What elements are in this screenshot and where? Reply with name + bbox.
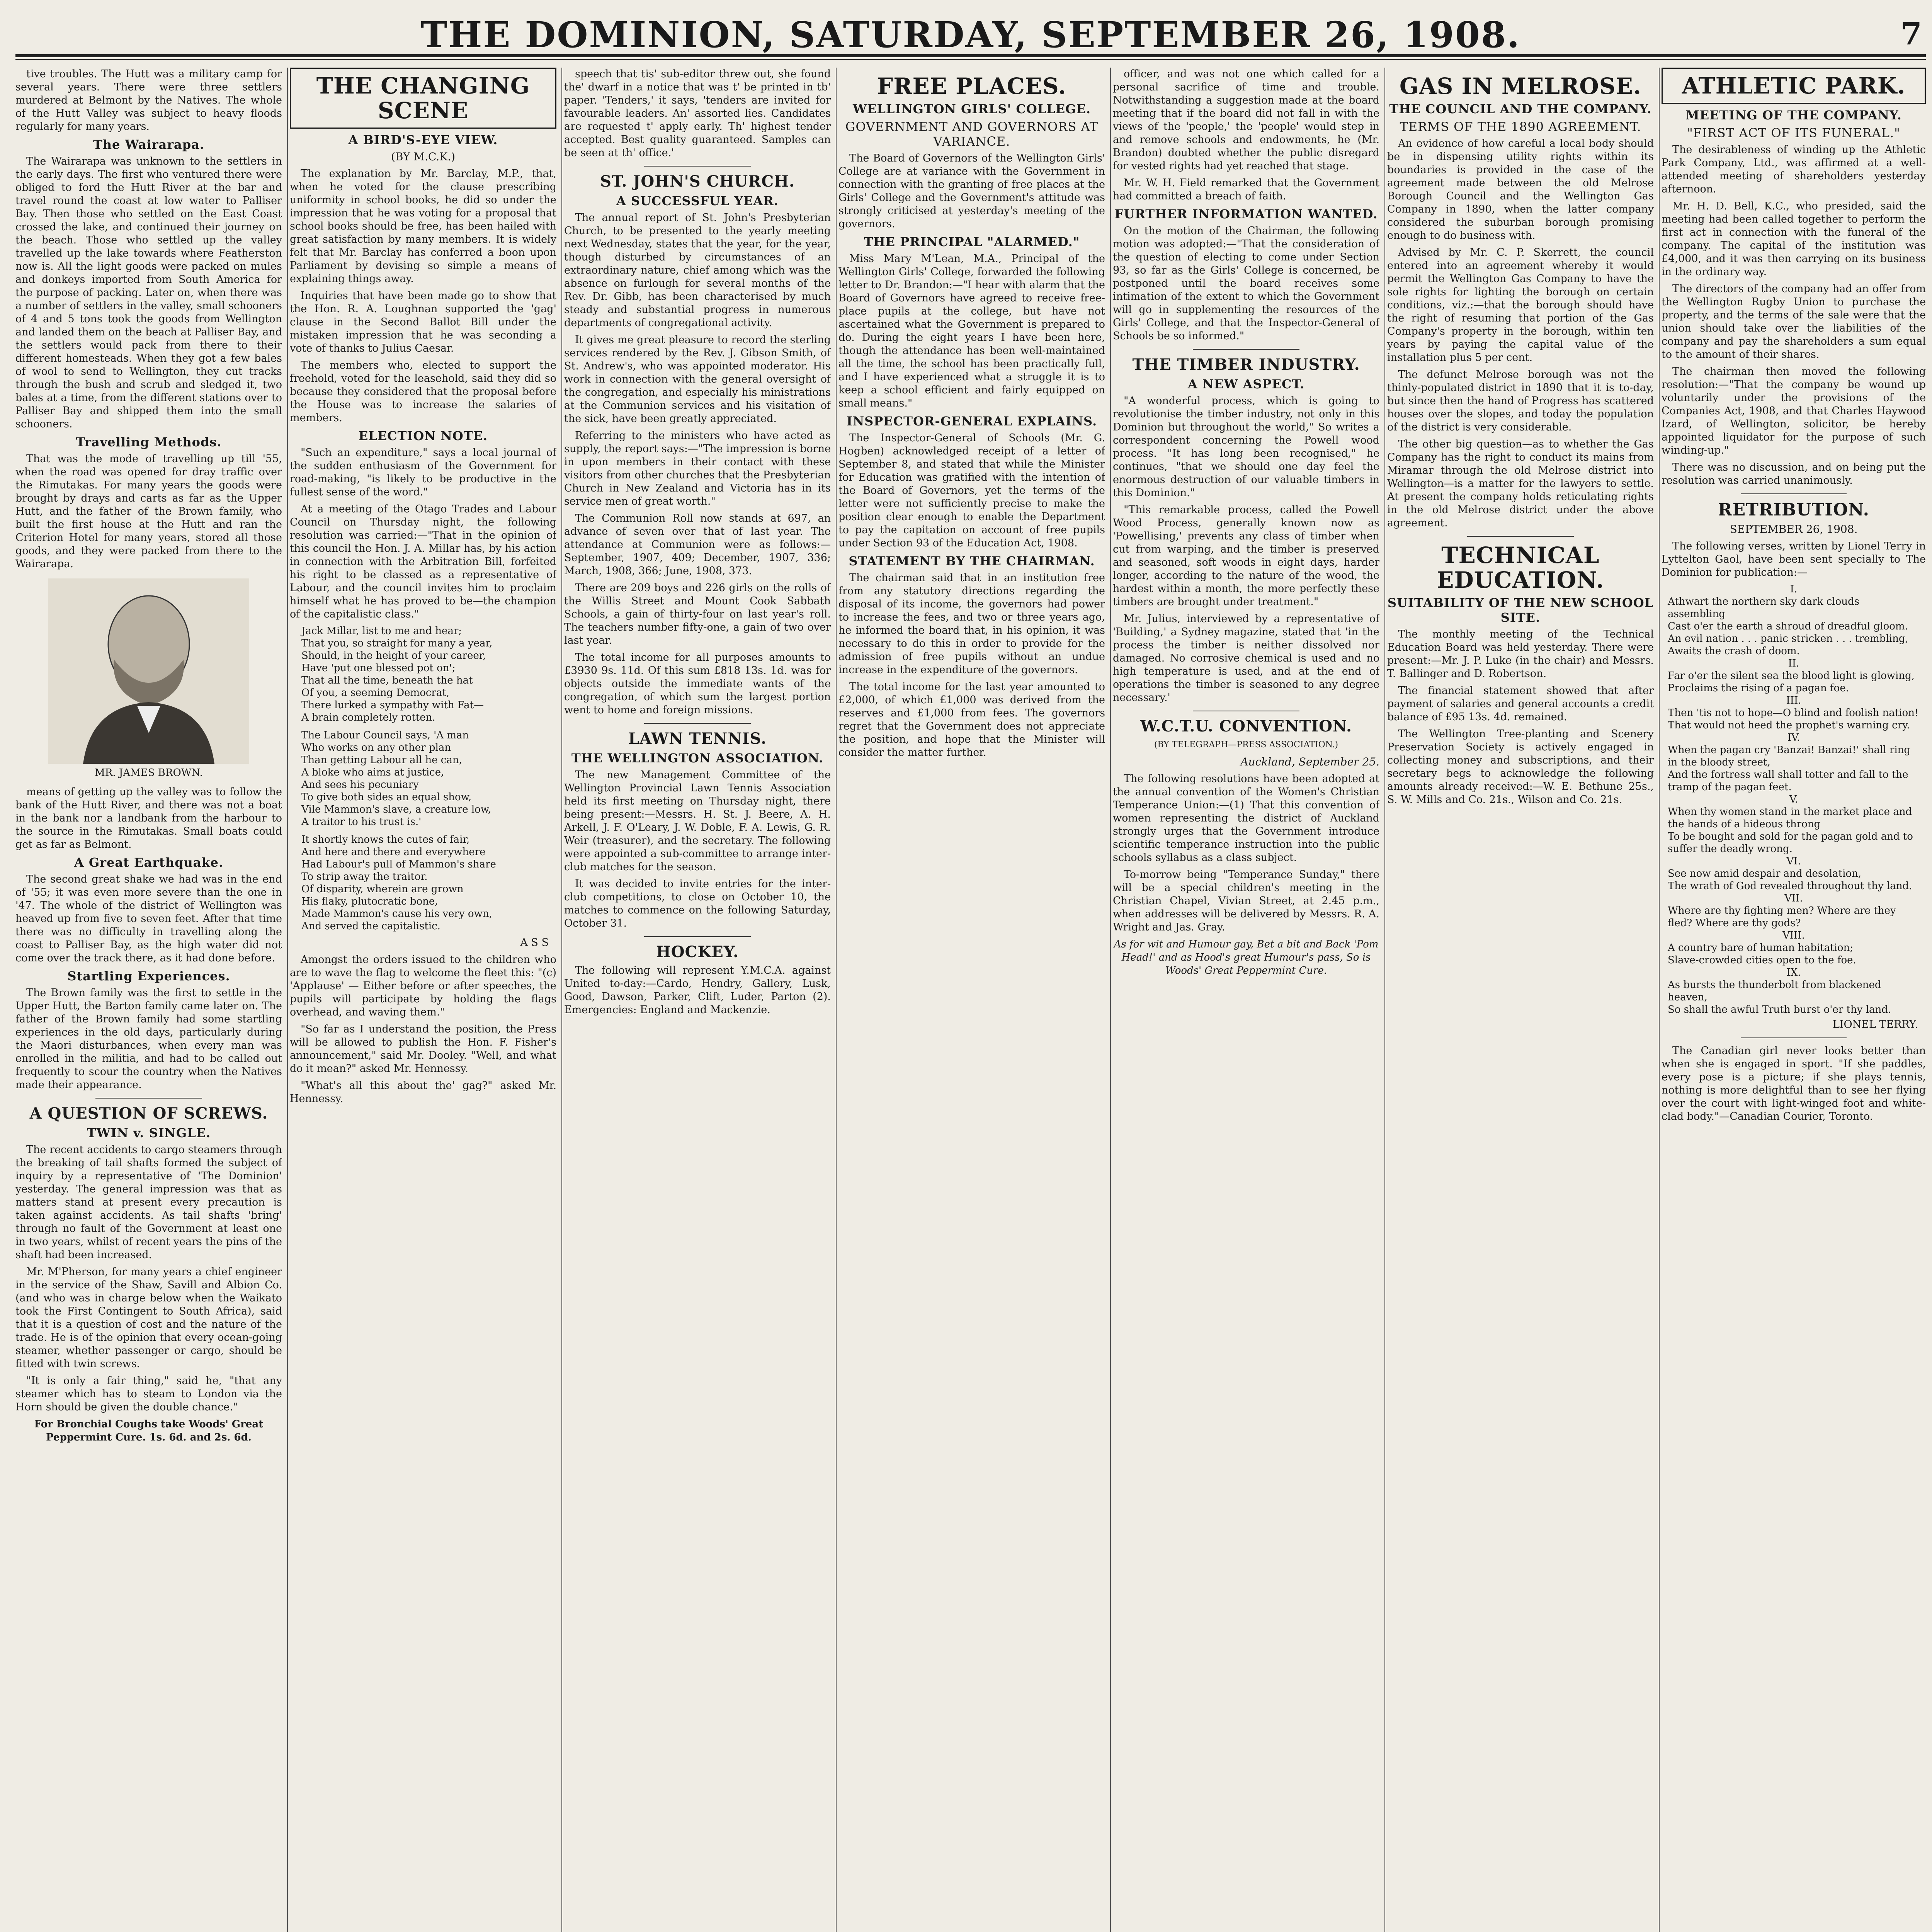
article-paragraph: The following resolutions have been adopted at the annual convention of the Women's Christian Temperance Union:—(1) That this convention of women representing the district of Auckland strongly urges that the Government introduce scientific temperance instruction into the public schools syllabus as a class subject. [1113, 773, 1379, 864]
verse-line: To strip away the traitor. [301, 871, 428, 883]
verse [301, 625, 545, 932]
verse-line: Made Mammon's cause his very own, [301, 908, 492, 920]
section-heading: ELECTION NOTE. [358, 429, 488, 443]
verse-line: Slave-crowded cities open to the foe. [1668, 954, 1856, 966]
verse-line: Should, in the height of your career, [301, 650, 486, 662]
verse-line: Where are thy fighting men? Where are they fled? Where are thy gods? [1668, 905, 1896, 929]
divider [644, 936, 751, 937]
article-paragraph: The following will represent Y.M.C.A. against United to-day:—Cardo, Hendry, Gallery, Lusk, Good, Dawson, Parker, Clift, Luder, Parton (2). Emergencies: England and Mackenzie. [564, 964, 831, 1016]
verse-line: That would not heed the prophet's warning cry. [1668, 719, 1910, 731]
article-paragraph: The other big question—as to whether the Gas Company has the right to conduct its mains from Miramar through the old Melrose district into Wellington—is a matter for the lawyers to settle. At present the company holds reticulating rights in the old Melrose district under the above agreement. [1387, 438, 1654, 529]
article-headline: W.C.T.U. CONVENTION. [1140, 717, 1352, 735]
section-heading: Travelling Methods. [76, 435, 222, 449]
column-separator [1384, 68, 1385, 1932]
article-paragraph: The new Management Committee of the Wellington Provincial Lawn Tennis Association held its first meeting on Thursday night, there being present:—Messrs. H. St. J. Beere, A. H. Arkell, J. F. O'Leary, J. W. Doble, F. A. Lewis, G. R. Weir (treasurer), and the secretary. The following were appointed a sub-committee to arrange inter-club matches for the season. [564, 769, 831, 873]
article-headline: HOCKEY. [656, 943, 739, 961]
portrait-caption: MR. JAMES BROWN. [95, 767, 203, 779]
article-subheading: THE WELLINGTON ASSOCIATION. [571, 751, 824, 765]
page-number: 7 [1900, 15, 1922, 52]
article-headline: GAS IN MELROSE. [1399, 73, 1642, 99]
article-paragraph: Amongst the orders issued to the children who are to wave the flag to welcome the fleet this: "(c) 'Applause' — Either before or after speeches, the pupils will participate by holding the flags overhead, and waving them." [290, 954, 556, 1018]
article-headline: TECHNICAL EDUCATION. [1437, 542, 1604, 593]
column-separator [1110, 68, 1111, 1932]
verse-signature: A S S [520, 937, 549, 949]
section-heading: INSPECTOR-GENERAL EXPLAINS. [846, 414, 1097, 429]
column-separator [561, 68, 562, 1932]
article-subheading: (BY TELEGRAPH—PRESS ASSOCIATION.) [1154, 740, 1338, 750]
section-heading: FURTHER INFORMATION WANTED. [1114, 207, 1378, 221]
article-paragraph: To-morrow being "Temperance Sunday," there will be a special children's meeting in the Christian Chapel, Vivian Street, at 2.45 p.m., when addresses will be delivered by Messrs. R. A. Wright and Jas. Gray. [1113, 869, 1379, 933]
verse-line: A traitor to his trust is.' [301, 816, 422, 828]
article-subheading: A BIRD'S-EYE VIEW. [348, 133, 498, 147]
article-paragraph: The members who, elected to support the freehold, voted for the leasehold, said they did so because they considered that the proposal before the House was to increase the salaries of members. [290, 359, 556, 424]
column-2 [290, 68, 556, 1932]
verse-line: That all the time, beneath the hat [301, 675, 473, 686]
masthead [15, 12, 1926, 57]
article-paragraph: It was decided to invite entries for the inter-club competitions, to close on October 10, the matches to commence on the following Saturday, October 31. [564, 878, 831, 929]
verse-line: I. [1790, 583, 1798, 595]
article-subheading: GOVERNMENT AND GOVERNORS AT VARIANCE. [845, 119, 1099, 149]
article-subheading: THE COUNCIL AND THE COMPANY. [1389, 102, 1652, 116]
article-paragraph: Miss Mary M'Lean, M.A., Principal of the Wellington Girls' College, forwarded the following letter to Dr. Brandon:—"I hear with alarm that the Board of Governors have agreed to receive free-place pupils at the college, but have not ascertained what the Government is prepared to do. During the eight years I have been here, though the attendance has been well-maintained all the time, the school has been practically full, and I have experienced what a struggle it is to keep a school efficient and fairly equipped on small means." [838, 253, 1105, 409]
article-paragraph: Mr. W. H. Field remarked that the Government had committed a breach of faith. [1113, 177, 1379, 202]
dateline: SEPTEMBER 26, 1908. [1730, 523, 1858, 536]
column-3 [564, 68, 831, 1932]
article-paragraph: tive troubles. The Hutt was a military camp for several years. There were three settlers murdered at Belmont by the Natives. The whole of the Hutt Valley was subject to heavy floods regularly for many years. [15, 68, 282, 133]
verse-line: When thy women stand in the market place and the hands of a hideous throng [1668, 806, 1912, 830]
divider [1467, 536, 1574, 537]
article-headline: FREE PLACES. [877, 73, 1066, 99]
verse-line: VI. [1786, 855, 1801, 867]
headline-box [1662, 68, 1926, 104]
verse-line: VII. [1784, 893, 1803, 904]
article-paragraph: "So far as I understand the position, the Press will be allowed to publish the Hon. F. Fisher's announcement," said Mr. Dooley. "Well, and what do it mean?" asked Mr. Hennessy. [290, 1023, 556, 1075]
article-subheading: MEETING OF THE COMPANY. [1685, 108, 1902, 122]
divider [644, 723, 751, 724]
verse-line: IX. [1786, 967, 1801, 978]
article-paragraph: speech that tis' sub-editor threw out, she found the' dwarf in a notice that was t' be printed in tb' paper. 'Tenders,' it says, 'tenders are invited for favourable leaders. An' assorted lies. Candidates are requested t' apply early. Th' highest tender accepted. Best quality guaranteed. Samples can be seen at th' office.' [564, 68, 831, 159]
verse-line: Had Labour's pull of Mammon's share [301, 859, 496, 870]
section-heading: STATEMENT BY THE CHAIRMAN. [849, 554, 1095, 568]
article-paragraph: On the motion of the Chairman, the following motion was adopted:—"That the consideration of the question of electing to come under Section 93, so far as the Girls' College is concerned, be postponed until the board receives some intimation of the extent to which the Government will go in supplementing the resources of the Girls' College, and that the Inspector-General of Schools be so informed." [1113, 225, 1379, 342]
verse-line: And here and there and everywhere [301, 846, 486, 858]
article-paragraph: Mr. H. D. Bell, K.C., who presided, said the meeting had been called together to perform the first act in connection with the funeral of the company. The capital of the institution was £4,000, and it was then carrying on its business in the ordinary way. [1662, 200, 1926, 278]
article-paragraph: The directors of the company had an offer from the Wellington Rugby Union to purchase the property, and the terms of the sale were that the union should take over the liabilities of the company and pay the shareholders a sum equal to the amount of their shares. [1662, 283, 1926, 361]
article-paragraph: officer, and was not one which called for a personal sacrifice of time and trouble. Notwithstanding a suggestion made at the board meeting that if the board did not fall in with the views of the 'people,' the 'people' would step in and remove schools and endowments, he (Mr. Brandon) doubted whether the public disregard for vested rights had yet reached that stage. [1113, 68, 1379, 172]
advertisement: For Bronchial Coughs take Woods' Great Peppermint Cure. 1s. 6d. and 2s. 6d. [34, 1418, 264, 1443]
article-paragraph: "What's all this about the' gag?" asked Mr. Hennessy. [290, 1080, 556, 1105]
article-paragraph: The Board of Governors of the Wellington Girls' College are at variance with the Government in connection with the granting of free places at the Girls' College and the Government's attitude was strongly criticised at yesterday's meeting of the governors. [838, 152, 1105, 230]
article-subheading: TWIN v. SINGLE. [87, 1126, 211, 1140]
article-paragraph: The Communion Roll now stands at 697, an advance of seven over that of last year. The attendance at Communion were as follows:—September, 1907, 409; December, 1907, 336; March, 1908, 366; June, 1908, 373. [564, 512, 831, 577]
dateline: Auckland, September 25. [1240, 755, 1379, 768]
verse-line: Cast o'er the earth a shroud of dreadful gloom. [1668, 621, 1908, 632]
divider [1741, 1037, 1847, 1038]
verse-line: Proclaims the rising of a pagan foe. [1668, 682, 1849, 694]
article-headline: RETRIBUTION. [1718, 500, 1869, 520]
page-title: THE DOMINION, SATURDAY, SEPTEMBER 26, 1908. [421, 14, 1520, 56]
article-paragraph: The Inspector-General of Schools (Mr. G. Hogben) acknowledged receipt of a letter of September 8, and stated that while the Minister for Education was gratified with the intention of the Board of Governors, yet the terms of the letter were not sufficiently precise to make the position clear enough to enable the Department to pay the capitation on account of free pupils under Section 93 of the Education Act, 1908. [838, 432, 1105, 549]
verse-line: Vile Mammon's slave, a creature low, [301, 804, 492, 815]
verse-line: II. [1788, 658, 1799, 669]
verse-line: Who works on any other plan [301, 742, 451, 753]
verse-line: And served the capitalistic. [301, 920, 440, 932]
article-paragraph: "A wonderful process, which is going to revolutionise the timber industry, not only in this Dominion but throughout the world," So writes a correspondent concerning the Powell wood process. "It has long been recognised," he continues, "that we should one day feel the enormous destruction of our valuable timbers in this Dominion." [1113, 395, 1379, 499]
verse-line: The Labour Council says, 'A man [301, 730, 469, 741]
section-heading: Startling Experiences. [67, 969, 230, 983]
masthead-rule [15, 59, 1926, 60]
article-subheading: WELLINGTON GIRLS' COLLEGE. [853, 102, 1091, 116]
article-paragraph: The Canadian girl never looks better than when she is engaged in sport. "If she paddles, every pose is a picture; if she plays tennis, nothing is more delightful than to see her flying over the court with light-winged foot and white-clad body."—Canadian Courier, Toronto. [1662, 1045, 1926, 1122]
article-paragraph: "It is only a fair thing," said he, "that any steamer which has to steam to London via the Horn should be given the double chance." [15, 1375, 282, 1413]
article-paragraph: There are 209 boys and 226 girls on the rolls of the Willis Street and Mount Cook Sabbath Schools, a gain of thirty-four on last year's roll. The teachers number fifty-one, a gain of two over last year. [564, 582, 831, 646]
article-paragraph: "This remarkable process, called the Powell Wood Process, generally known now as 'Powellising,' prevents any class of timber when cut from warping, and the timber is preserved and seasoned, soft woods in eight days, harder longer, according to the nature of the wood, the hardest within a month, the more perfectly these timbers are brought under treatment." [1113, 504, 1379, 608]
verse-line: A brain completely rotten. [301, 712, 435, 723]
article-subheading: SUITABILITY OF THE NEW SCHOOL SITE. [1387, 595, 1654, 625]
section-heading: A Great Earthquake. [74, 855, 224, 870]
article-paragraph: The annual report of St. John's Presbyterian Church, to be presented to the yearly meeting next Wednesday, states that the year, for the year, though disturbed by circumstances of an extraordinary nature, chief among which was the absence on furlough for several months of the Rev. Dr. Gibb, has been characterised by much steady and substantial progress in numerous departments of congregational activity. [564, 212, 831, 329]
article-paragraph: means of getting up the valley was to follow the bank of the Hutt River, and there was not a boat in the bank nor a landbank from the harbour to the source in the Rimutakas. Small boats could get as far as Belmont. [15, 786, 282, 850]
article-paragraph: An evidence of how careful a local body should be in dispensing utility rights within its boundaries is provided in the case of the agreement made between the old Melrose Borough Council and the Wellington Gas Company in 1890, when the latter company considered the suburban borough promising enough to do business with. [1387, 138, 1654, 242]
article-subheading: TERMS OF THE 1890 AGREEMENT. [1400, 119, 1641, 134]
article-paragraph: The second great shake we had was in the end of '55; it was even more severe than the one in '47. The whole of the district of Wellington was heaved up from five to seven feet. After that time there was no difficulty in travelling along the coast to Palliser Bay, as the high water did not come over the track there, as it had done before. [15, 873, 282, 964]
verse-line: It shortly knows the cutes of fair, [301, 834, 470, 845]
article-paragraph: The Brown family was the first to settle in the Upper Hutt, the Barton family came later on. The father of the Brown family had some startling experiences in the old days, particularly during the Maori disturbances, when every man was enrolled in the militia, and had to be called out frequently to scour the country when the Natives made their appearance. [15, 987, 282, 1091]
column-4 [838, 68, 1105, 1932]
verse-line: There lurked a sympathy with Fat— [301, 699, 484, 711]
verse-signature: LIONEL TERRY. [1832, 1019, 1918, 1031]
divider [1193, 349, 1299, 350]
verse-line: When the pagan cry 'Banzai! Banzai!' shall ring in the bloody street, [1668, 744, 1911, 768]
article-paragraph: The explanation by Mr. Barclay, M.P., that, when he voted for the clause prescribing uniformity in school books, he did so under the impression that he was voting for a proposal that school books should be free, has been hailed with great satisfaction by many members. It is widely felt that Mr. Barclay has conferred a boon upon Parliament by devising so simple a means of explaining things away. [290, 168, 556, 285]
verse-line: See now amid despair and desolation, [1668, 868, 1862, 879]
article-headline: ST. JOHN'S CHURCH. [600, 172, 795, 190]
article-headline: ATHLETIC PARK. [1682, 73, 1906, 99]
article-subheading: "FIRST ACT OF ITS FUNERAL." [1687, 126, 1900, 140]
verse-line: Have 'put one blessed pot on'; [301, 662, 456, 674]
article-paragraph: The desirableness of winding up the Athletic Park Company, Ltd., was affirmed at a well-attended meeting of shareholders yesterday afternoon. [1662, 144, 1926, 195]
verse-line: As bursts the thunderbolt from blackened heaven, [1668, 979, 1881, 1003]
verse-line: Than getting Labour all he can, [301, 754, 462, 766]
article-paragraph: Mr. Julius, interviewed by a representative of 'Building,' a Sydney magazine, stated that 'in the process the timber is neither dissolved nor damaged. No corrosive chemical is used and no high temperature is used, and at the end of operations the timber is seasoned to any degree necessary.' [1113, 613, 1379, 704]
article-paragraph: Advised by Mr. C. P. Skerrett, the council entered into an agreement whereby it would permit the Wellington Gas Company to have the sole rights for lighting the borough on certain conditions, viz.:—that the borough should have the right of resuming that portion of the Gas Company's property in the borough, within ten years by paying the capital value of the installation plus 5 per cent. [1387, 247, 1654, 364]
section-heading: THE PRINCIPAL "ALARMED." [864, 235, 1080, 249]
verse-line: His flaky, plutocratic bone, [301, 896, 438, 907]
article-paragraph: The monthly meeting of the Technical Education Board was held yesterday. There were present:—Mr. J. P. Luke (in the chair) and Messrs. T. Ballinger and D. Robertson. [1387, 628, 1654, 680]
verse-line: IV. [1787, 732, 1800, 743]
divider [644, 166, 751, 167]
verse-line: Awaits the crash of doom. [1668, 645, 1800, 657]
article-headline: THE CHANGING SCENE [316, 73, 530, 124]
article-paragraph: The defunct Melrose borough was not the thinly-populated district in 1890 that it is to-day, but since then the hand of Progress has scattered houses over the slopes, and today the population of the district is very considerable. [1387, 369, 1654, 433]
article-paragraph: The Wellington Tree-planting and Scenery Preservation Society is actively engaged in collecting money and subscriptions, and their secretary begs to acknowledge the following amounts already received:—W. E. Bethune 25s., S. W. Mills and Co. 21s., Wilson and Co. 21s. [1387, 728, 1654, 806]
verse-line: III. [1786, 695, 1801, 706]
column-1 [15, 68, 282, 1932]
article-paragraph: It gives me great pleasure to record the sterling services rendered by the Rev. J. Gibson Smith, of St. Andrew's, who was appointed moderator. His work in connection with the general oversight of the congregation, and especially his ministrations at the Communion services and his visitation of the sick, have been greatly appreciated. [564, 334, 831, 425]
verse-line: A country bare of human habitation; [1668, 942, 1854, 954]
verse-line: Of you, a seeming Democrat, [301, 687, 450, 699]
verse-line: Then 'tis not to hope—O blind and foolish nation! [1668, 707, 1919, 719]
article-paragraph: The financial statement showed that after payment of salaries and general accounts a credit balance of £95 13s. 4d. remained. [1387, 685, 1654, 723]
article-headline: A QUESTION OF SCREWS. [29, 1104, 268, 1122]
column-6 [1387, 68, 1654, 1932]
article-subheading: A NEW ASPECT. [1187, 377, 1305, 391]
verse-line: And sees his pecuniary [301, 779, 419, 791]
verse [1668, 583, 1920, 1016]
article-headline: THE TIMBER INDUSTRY. [1132, 355, 1360, 374]
article-paragraph: That was the mode of travelling up till '55, when the road was opened for dray traffic over the Rimutakas. For many years the goods were brought by drays and carts as far as the Upper Hutt, and the father of the Brown family, who built the first house at the Hutt and ran the Criterion Hotel for many years, stored all those goods, and they were packed from there to the Wairarapa. [15, 453, 282, 570]
verse-line: V. [1789, 794, 1798, 805]
column-5 [1113, 68, 1379, 1932]
article-paragraph: Referring to the ministers who have acted as supply, the report says:—"The impression is borne in upon members in their contact with these visitors from other churches that the Presbyterian Church in New Zealand and Victoria has in its service men of great worth." [564, 430, 831, 507]
article-paragraph: There was no discussion, and on being put the resolution was carried unanimously. [1662, 461, 1926, 486]
article-paragraph: "Such an expenditure," says a local journal of the sudden enthusiasm of the Government for road-making, "is likely to be productive in the fullest sense of the word." [290, 447, 556, 498]
verse-line: Of disparity, wherein are grown [301, 883, 464, 895]
advertisement: As for wit and Humour gay, Bet a bit and Back 'Pom Head!' and as Hood's great Humour's pass, So is Woods' Great Peppermint Cure. [1114, 939, 1379, 976]
verse-line: Jack Millar, list to me and hear; [301, 625, 462, 637]
article-paragraph: The chairman said that in an institution free from any statutory directions regarding the disposal of its income, the governors had power to increase the fees, and two or three years ago, he informed the board that, in his opinion, it was necessary to do this in order to provide for the admission of free pupils without an undue increase in the expenditure of the governors. [838, 572, 1105, 676]
verse-line: VIII. [1782, 930, 1805, 941]
article-paragraph: The chairman then moved the following resolution:—"That the company be wound up voluntarily under the provisions of the Companies Act, 1908, and that Charles Haywood Izard, of Wellington, solicitor, be hereby appointed liquidator for the purpose of such winding-up." [1662, 366, 1926, 456]
verse-line: An evil nation . . . panic stricken . . . trembling, [1668, 633, 1908, 645]
article-paragraph: The following verses, written by Lionel Terry in Lyttelton Gaol, have been sent specially to The Dominion for publication:— [1662, 540, 1926, 578]
headline-box [290, 68, 556, 129]
article-paragraph: Inquiries that have been made go to show that the Hon. R. A. Loughnan supported the 'gag' clause in the Second Ballot Bill under the mistaken impression that he was seconding a vote of thanks to Julius Caesar. [290, 290, 556, 354]
article-headline: LAWN TENNIS. [628, 730, 767, 748]
divider [1741, 493, 1847, 494]
verse-line: That you, so straight for many a year, [301, 638, 493, 649]
article-paragraph: The recent accidents to cargo steamers through the breaking of tail shafts formed the subject of inquiry by a representative of 'The Dominion' yesterday. The general impression was that as matters stand at present every precaution is taken against accidents. As tail shafts 'bring' through no fault of the Government at least one in two years, whilst of recent years the pins of the shaft had been increased. [15, 1144, 282, 1261]
verse-line: A bloke who aims at justice, [301, 767, 444, 778]
byline: (BY M.C.K.) [391, 150, 456, 163]
article-paragraph: The Wairarapa was unknown to the settlers in the early days. The first who ventured there were obliged to ford the Hutt River at the bar and travel round the coast at low water to Palliser Bay. Then those who settled on the East Coast crossed the lake, and continued their journey on the beach. Those who settled up the valley travelled up the lake towards where Featherston now is. All the light goods were packed on mules and donkeys imported from South America for the purpose of packing. Later on, when there was a number of settlers in the valley, small schooners of 4 and 5 tons took the goods from Wellington and landed them on the beach at Palliser Bay, and the settlers would pack from there to their different homesteads. When they got a few bales of wool to send to Wellington, they cut tracks through the bush and scrub and sledged it, two bales at a time, from the different stations over to Palliser Bay and shipped them into the small schooners. [15, 155, 282, 430]
article-paragraph: The total income for the last year amounted to £2,000, of which £1,000 was derived from the reserves and £1,000 from fees. The governors regret that the Government does not appreciate the position, and hope that the Minister will consider the matter further. [838, 681, 1105, 759]
verse-line: Far o'er the silent sea the blood light is glowing, [1668, 670, 1915, 682]
column-separator [287, 68, 288, 1932]
divider [95, 1098, 202, 1099]
column-separator [836, 68, 837, 1932]
portrait-engraving [48, 578, 249, 764]
verse-line: So shall the awful Truth burst o'er thy land. [1668, 1004, 1891, 1015]
verse-line: Athwart the northern sky dark clouds assembling [1668, 596, 1860, 620]
verse-line: The wrath of God revealed throughout thy land. [1668, 880, 1912, 892]
verse-line: To be bought and sold for the pagan gold and to suffer the deadly wrong. [1668, 831, 1913, 855]
column-separator [1659, 68, 1660, 1932]
verse-line: And the fortress wall shall totter and fall to the tramp of the pagan feet. [1668, 769, 1908, 793]
article-subheading: A SUCCESSFUL YEAR. [616, 194, 779, 208]
column-7 [1662, 68, 1926, 1932]
article-paragraph: The total income for all purposes amounts to £3930 9s. 11d. Of this sum £818 13s. 1d. was for objects outside the immediate wants of the congregation, of which sum the largest portion went to home and foreign missions. [564, 651, 831, 716]
verse-line: To give both sides an equal show, [301, 791, 472, 803]
section-heading: The Wairarapa. [93, 137, 205, 152]
article-paragraph: At a meeting of the Otago Trades and Labour Council on Thursday night, the following resolution was carried:—"That in the opinion of this council the Hon. J. A. Millar has, by his action in connection with the Arbitration Bill, forfeited his right to be classed as a representative of Labour, and the council invites him to proclaim himself what he has proved to be—the champion of the capitalistic class." [290, 503, 556, 620]
article-paragraph: Mr. M'Pherson, for many years a chief engineer in the service of the Shaw, Savill and Albion Co. (and who was in charge below when the Waikato took the First Contingent to South Africa), said that it is a question of cost and the nature of the trade. He is of the opinion that every ocean-going steamer, whether passenger or cargo, should be fitted with twin screws. [15, 1266, 282, 1370]
